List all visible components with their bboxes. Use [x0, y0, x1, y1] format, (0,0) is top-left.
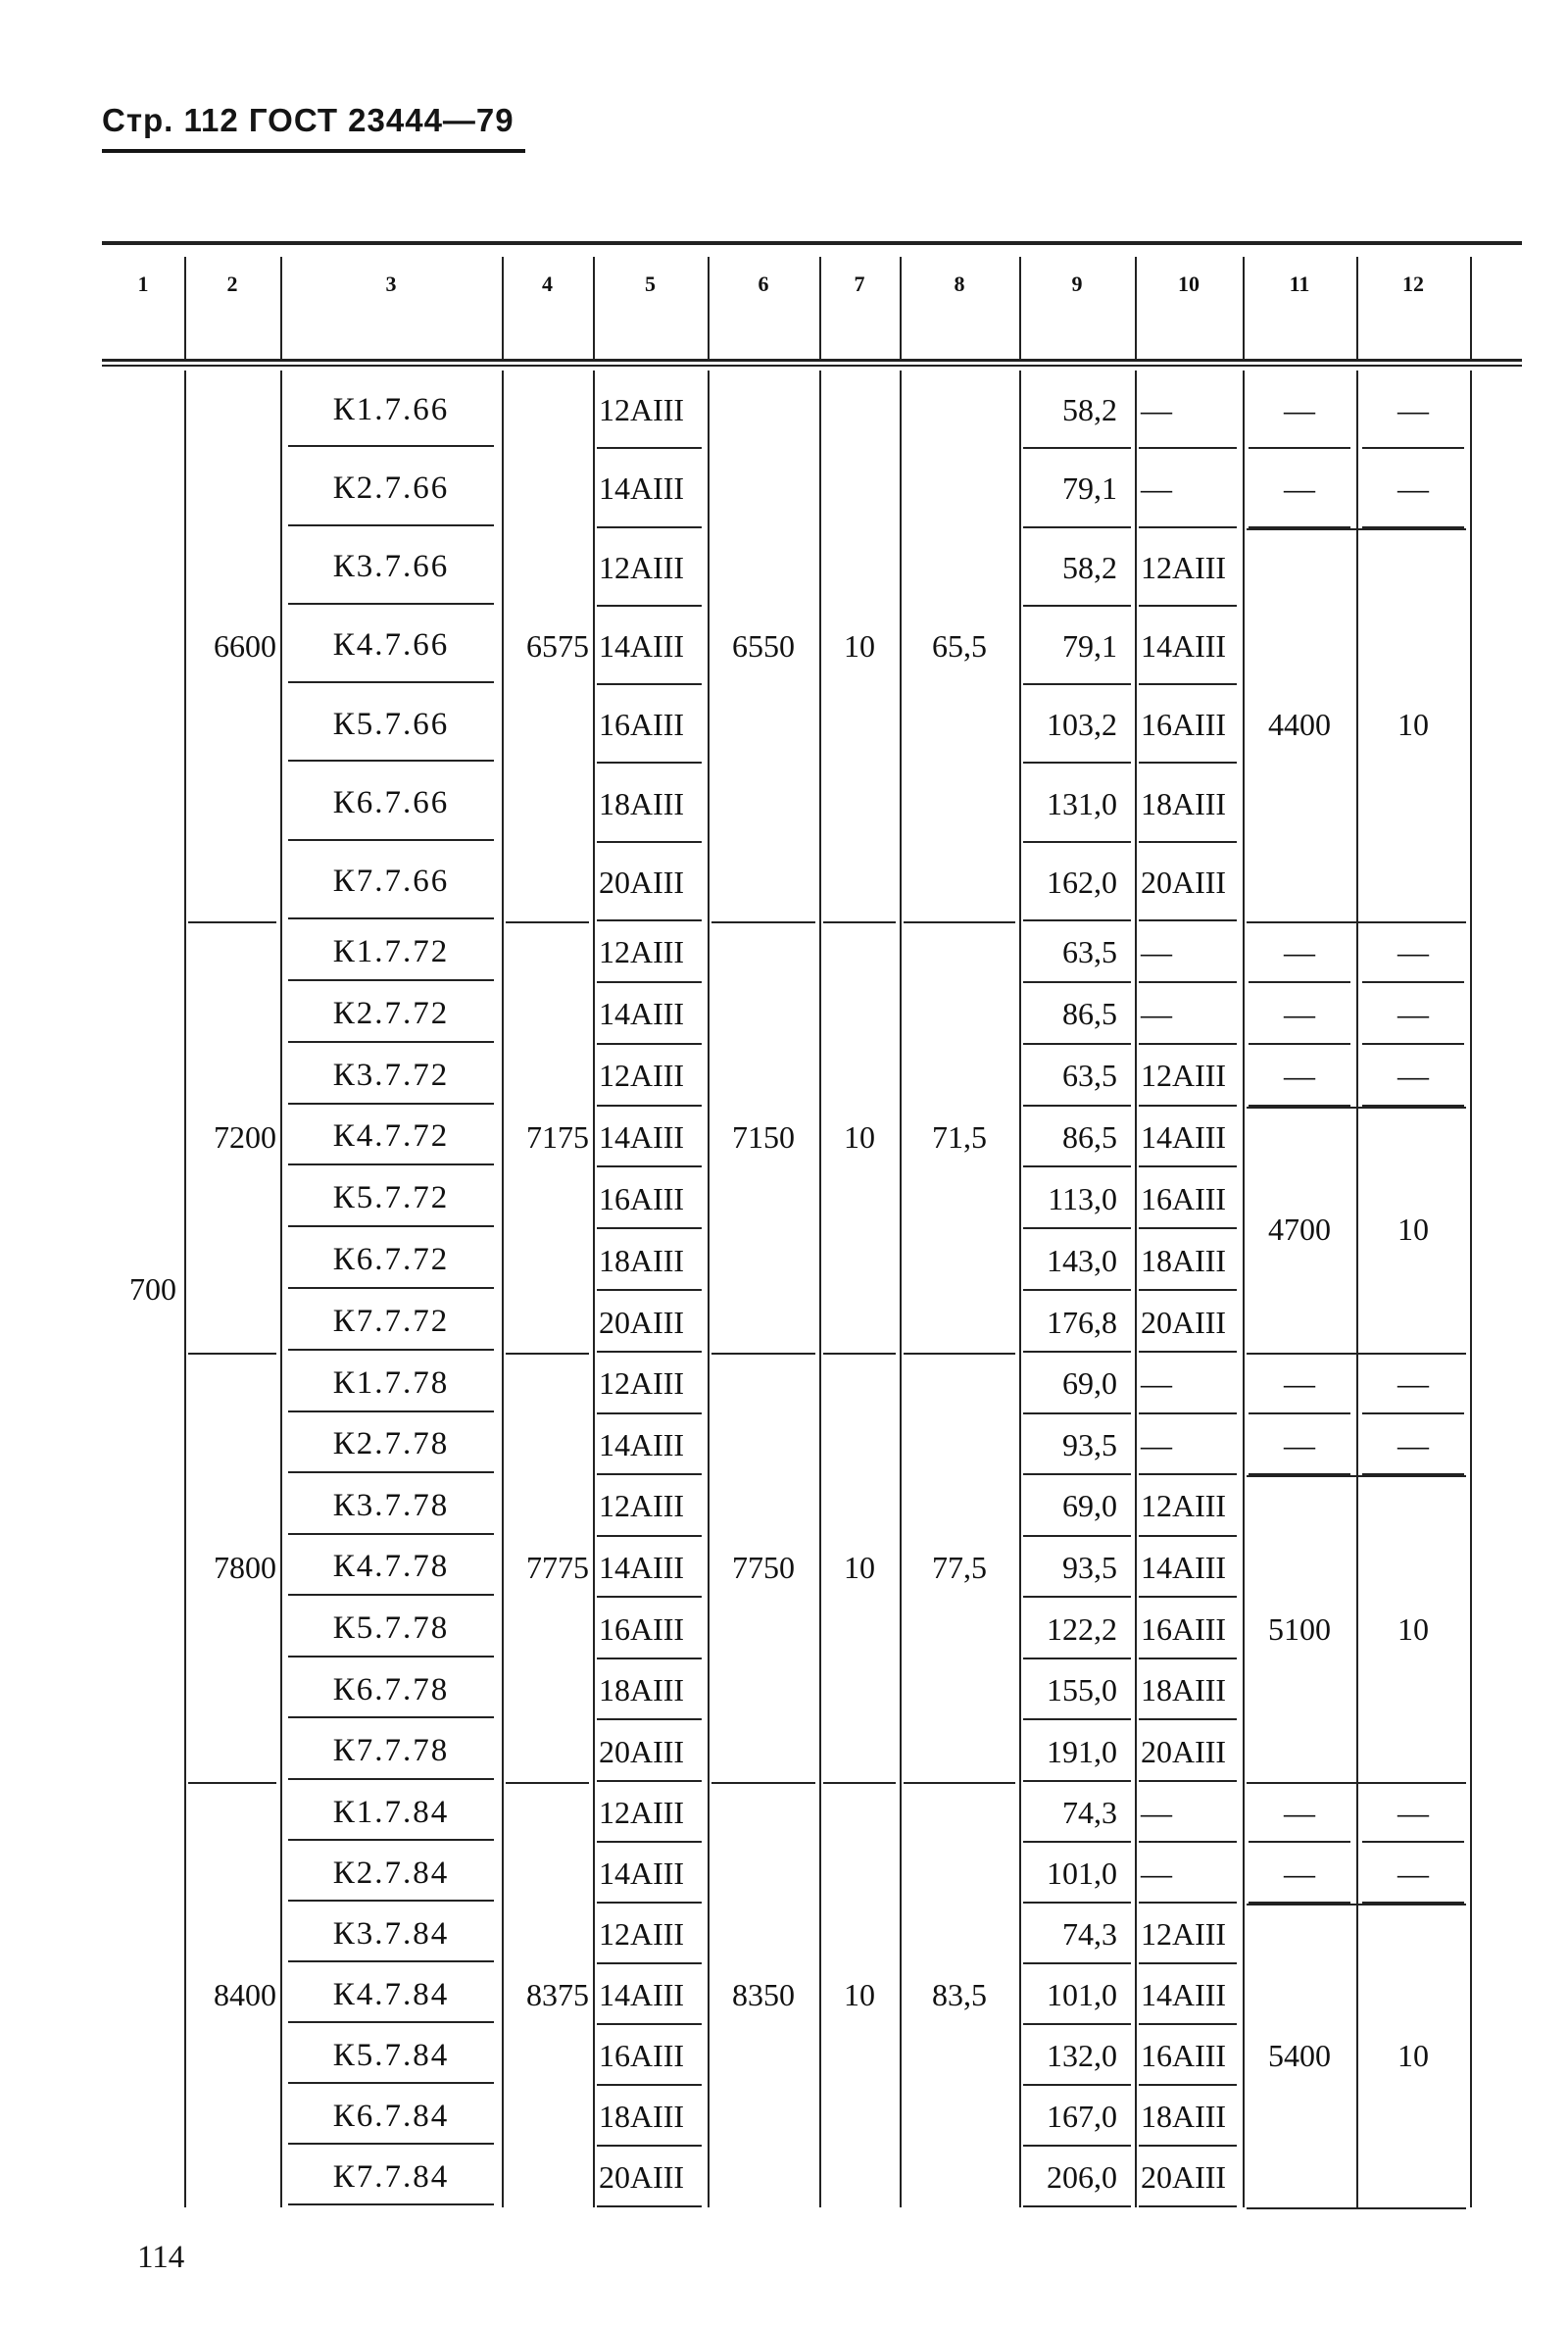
- cell-col10: 16АIII: [1141, 1610, 1227, 1647]
- row-rule: [288, 839, 494, 841]
- cell-col11: —: [1284, 1365, 1315, 1402]
- row-rule: [288, 1960, 494, 1962]
- cell-col12: 10: [1397, 1212, 1429, 1248]
- column-header-4: 4: [542, 272, 553, 296]
- cell-col10: —: [1141, 1795, 1172, 1830]
- row-rule: [1362, 1473, 1464, 1475]
- column-header-2: 2: [226, 272, 238, 296]
- cell-mark: К7.7.72: [332, 1304, 450, 1340]
- cell-col12: 10: [1397, 707, 1429, 743]
- cell-mark: К1.7.66: [332, 391, 450, 427]
- row-rule: [288, 2021, 494, 2023]
- cell-mass: 132,0: [1047, 2038, 1117, 2073]
- row-rule: [1249, 1902, 1350, 1904]
- column-rule: [593, 371, 595, 2207]
- cell-col2: 8400: [214, 1977, 276, 2012]
- cell-col11: —: [1284, 1058, 1315, 1094]
- cell-col6: 8350: [732, 1977, 795, 2012]
- merged-rule: [1247, 1904, 1466, 1905]
- row-rule: [288, 979, 494, 981]
- cell-col10: 20АIII: [1141, 864, 1227, 900]
- cell-mark: К2.7.84: [332, 1855, 450, 1891]
- row-rule: [288, 917, 494, 919]
- cell-col10: 14АIII: [1141, 627, 1227, 664]
- page-number: 114: [137, 2240, 185, 2275]
- row-rule: [288, 1716, 494, 1718]
- row-rule: [288, 760, 494, 762]
- cell-steel: 20АIII: [599, 2159, 685, 2195]
- cell-col4: 6575: [526, 628, 589, 664]
- cell-mass: 143,0: [1047, 1242, 1117, 1278]
- row-rule: [1249, 526, 1350, 528]
- row-rule: [288, 1471, 494, 1473]
- row-rule: [288, 1839, 494, 1841]
- cell-mass: 58,2: [1062, 392, 1117, 428]
- cell-col7: 10: [844, 628, 875, 664]
- row-rule: [288, 1594, 494, 1596]
- cell-col10: 18АIII: [1141, 785, 1227, 821]
- cell-mass: 191,0: [1047, 1733, 1117, 1769]
- cell-col10: 14АIII: [1141, 1118, 1227, 1155]
- merged-rule: [1247, 528, 1466, 530]
- cell-col10: —: [1141, 470, 1172, 507]
- cell-mark: К5.7.78: [332, 1610, 450, 1647]
- cell-mass: 63,5: [1062, 1058, 1117, 1094]
- cell-steel: 12АIII: [599, 934, 685, 970]
- cell-col10: —: [1141, 392, 1172, 428]
- cell-col10: 20АIII: [1141, 1304, 1227, 1340]
- cell-col10: 16АIII: [1141, 2038, 1227, 2073]
- column-header-3: 3: [385, 272, 397, 296]
- cell-col10: 12АIII: [1141, 1916, 1227, 1952]
- cell-col12: 10: [1397, 2038, 1429, 2073]
- cell-mass: 162,0: [1047, 864, 1117, 900]
- cell-mass: 79,1: [1062, 627, 1117, 664]
- cell-col7: 10: [844, 1977, 875, 2012]
- cell-col12: —: [1397, 996, 1429, 1032]
- cell-steel: 14АIII: [599, 1856, 685, 1891]
- cell-steel: 14АIII: [599, 470, 685, 507]
- cell-mark: К1.7.84: [332, 1794, 450, 1830]
- cell-col11: 4700: [1268, 1212, 1331, 1248]
- merged-rule: [1247, 2207, 1466, 2209]
- cell-mass: 69,0: [1062, 1365, 1117, 1402]
- cell-mass: 93,5: [1062, 1426, 1117, 1462]
- column-header-8: 8: [954, 272, 965, 296]
- cell-col10: —: [1141, 934, 1172, 970]
- header-bottom-rule: [102, 365, 1522, 367]
- cell-mark: К3.7.84: [332, 1915, 450, 1952]
- cell-col12: —: [1397, 1856, 1429, 1891]
- row-rule: [288, 1349, 494, 1351]
- column-header-10: 10: [1178, 272, 1200, 296]
- cell-col8: 65,5: [932, 628, 987, 664]
- row-rule: [288, 524, 494, 526]
- merged-rule: [1247, 1107, 1466, 1109]
- row-rule: [288, 1225, 494, 1227]
- row-rule: [288, 1656, 494, 1658]
- row-rule: [597, 2205, 702, 2207]
- cell-col12: —: [1397, 934, 1429, 970]
- cell-steel: 18АIII: [599, 1672, 685, 1708]
- cell-mark: К2.7.66: [332, 470, 450, 506]
- cell-col6: 7150: [732, 1119, 795, 1155]
- cell-mass: 113,0: [1048, 1180, 1117, 1216]
- cell-mass: 206,0: [1047, 2159, 1117, 2195]
- column-header-5: 5: [645, 272, 656, 296]
- cell-col7: 10: [844, 1550, 875, 1585]
- column-header-1: 1: [137, 272, 149, 296]
- cell-col12: —: [1397, 470, 1429, 507]
- cell-col12: —: [1397, 1058, 1429, 1094]
- cell-col4: 7775: [526, 1550, 589, 1585]
- column-header-9: 9: [1071, 272, 1083, 296]
- header-column-rule: [1470, 257, 1472, 361]
- cell-steel: 14АIII: [599, 1549, 685, 1585]
- cell-col11: 5100: [1268, 1610, 1331, 1647]
- cell-col2: 7200: [214, 1119, 276, 1155]
- cell-steel: 16АIII: [599, 1180, 685, 1216]
- cell-col11: —: [1284, 1856, 1315, 1891]
- row-rule: [288, 2143, 494, 2145]
- cell-steel: 20АIII: [599, 864, 685, 900]
- cell-mass: 101,0: [1047, 1977, 1117, 2012]
- column-rule: [1470, 371, 1472, 2207]
- table-top-rule: [102, 241, 1522, 245]
- cell-mark: К5.7.66: [332, 706, 450, 742]
- cell-col8: 77,5: [932, 1550, 987, 1585]
- cell-steel: 16АIII: [599, 1610, 685, 1647]
- cell-steel: 14АIII: [599, 996, 685, 1032]
- cell-mass: 155,0: [1047, 1672, 1117, 1708]
- cell-steel: 14АIII: [599, 1977, 685, 2012]
- cell-col2: 7800: [214, 1550, 276, 1585]
- cell-col10: 16АIII: [1141, 707, 1227, 743]
- cell-mass: 103,2: [1047, 707, 1117, 743]
- cell-col10: —: [1141, 1365, 1172, 1402]
- cell-mass: 131,0: [1047, 785, 1117, 821]
- column-header-11: 11: [1289, 272, 1310, 296]
- cell-col10: —: [1141, 1856, 1172, 1891]
- cell-mass: 86,5: [1062, 996, 1117, 1032]
- cell-mark: К6.7.84: [332, 2098, 450, 2134]
- cell-mass: 101,0: [1047, 1856, 1117, 1891]
- cell-mark: К2.7.72: [332, 995, 450, 1031]
- cell-mass: 74,3: [1062, 1916, 1117, 1952]
- cell-col10: 20АIII: [1141, 1733, 1227, 1769]
- row-rule: [288, 445, 494, 447]
- cell-mark: К4.7.66: [332, 627, 450, 664]
- row-rule: [1362, 526, 1464, 528]
- row-rule: [1249, 1105, 1350, 1107]
- page-header: Стр. 112 ГОСТ 23444—79: [102, 102, 514, 138]
- cell-steel: 20АIII: [599, 1733, 685, 1769]
- cell-mass: 79,1: [1062, 470, 1117, 507]
- column-header-7: 7: [854, 272, 865, 296]
- cell-mark: К3.7.72: [332, 1057, 450, 1093]
- cell-col11: —: [1284, 470, 1315, 507]
- cell-mark: К3.7.66: [332, 549, 450, 585]
- cell-col10: 12АIII: [1141, 549, 1227, 585]
- cell-mark: К2.7.78: [332, 1426, 450, 1462]
- row-rule: [1023, 2205, 1131, 2207]
- cell-steel: 12АIII: [599, 1488, 685, 1524]
- cell-col7: 10: [844, 1119, 875, 1155]
- cell-col8: 71,5: [932, 1119, 987, 1155]
- cell-steel: 16АIII: [599, 2038, 685, 2073]
- cell-mark: К6.7.66: [332, 785, 450, 821]
- row-rule: [288, 1103, 494, 1105]
- cell-steel: 12АIII: [599, 1058, 685, 1094]
- cell-col11: —: [1284, 996, 1315, 1032]
- cell-col11: 4400: [1268, 707, 1331, 743]
- cell-steel: 20АIII: [599, 1304, 685, 1340]
- column-header-12: 12: [1402, 272, 1424, 296]
- cell-steel: 18АIII: [599, 1242, 685, 1278]
- row-rule: [1249, 1473, 1350, 1475]
- cell-col10: 18АIII: [1141, 2099, 1227, 2134]
- cell-col11: —: [1284, 1426, 1315, 1462]
- cell-steel: 12АIII: [599, 1916, 685, 1952]
- cell-mass: 176,8: [1047, 1304, 1117, 1340]
- cell-col6: 7750: [732, 1550, 795, 1585]
- cell-mass: 74,3: [1062, 1795, 1117, 1830]
- cell-col10: 12АIII: [1141, 1058, 1227, 1094]
- row-rule: [1362, 1902, 1464, 1904]
- cell-mark: К6.7.72: [332, 1242, 450, 1278]
- cell-col10: 16АIII: [1141, 1180, 1227, 1216]
- cell-col10: —: [1141, 1426, 1172, 1462]
- cell-steel: 16АIII: [599, 707, 685, 743]
- cell-mass: 63,5: [1062, 934, 1117, 970]
- cell-col11: —: [1284, 1795, 1315, 1830]
- cell-col1: 700: [129, 1271, 176, 1307]
- row-rule: [288, 1900, 494, 1902]
- cell-mark: К7.7.84: [332, 2158, 450, 2195]
- cell-mark: К4.7.72: [332, 1118, 450, 1155]
- cell-mark: К5.7.84: [332, 2037, 450, 2073]
- cell-steel: 12АIII: [599, 549, 685, 585]
- cell-steel: 12АIII: [599, 1365, 685, 1402]
- cell-mark: К6.7.78: [332, 1671, 450, 1707]
- cell-col12: —: [1397, 1426, 1429, 1462]
- cell-mark: К1.7.72: [332, 933, 450, 969]
- cell-mark: К4.7.84: [332, 1976, 450, 2012]
- cell-col4: 8375: [526, 1977, 589, 2012]
- row-rule: [1139, 2205, 1237, 2207]
- cell-col10: 14АIII: [1141, 1977, 1227, 2012]
- cell-col11: —: [1284, 392, 1315, 428]
- cell-mark: К1.7.78: [332, 1364, 450, 1401]
- cell-col11: —: [1284, 934, 1315, 970]
- cell-mass: 93,5: [1062, 1549, 1117, 1585]
- column-rule: [1135, 371, 1137, 2207]
- cell-mass: 86,5: [1062, 1118, 1117, 1155]
- cell-mark: К3.7.78: [332, 1487, 450, 1523]
- cell-steel: 14АIII: [599, 1426, 685, 1462]
- cell-mark: К4.7.78: [332, 1549, 450, 1585]
- row-rule: [288, 1533, 494, 1535]
- cell-mass: 69,0: [1062, 1488, 1117, 1524]
- cell-col11: 5400: [1268, 2038, 1331, 2073]
- cell-col10: 18АIII: [1141, 1242, 1227, 1278]
- cell-col4: 7175: [526, 1119, 589, 1155]
- row-rule: [288, 681, 494, 683]
- row-rule: [288, 2203, 494, 2205]
- row-rule: [288, 1287, 494, 1289]
- cell-steel: 18АIII: [599, 2099, 685, 2134]
- cell-col10: 14АIII: [1141, 1549, 1227, 1585]
- row-rule: [288, 1163, 494, 1165]
- cell-col10: 12АIII: [1141, 1488, 1227, 1524]
- header-bottom-rule: [102, 359, 1522, 362]
- column-header-6: 6: [758, 272, 769, 296]
- cell-mass: 167,0: [1047, 2099, 1117, 2134]
- row-rule: [288, 603, 494, 605]
- cell-col12: —: [1397, 392, 1429, 428]
- cell-mark: К7.7.78: [332, 1733, 450, 1769]
- cell-col10: —: [1141, 996, 1172, 1032]
- merged-rule: [1247, 1475, 1466, 1477]
- cell-col6: 6550: [732, 628, 795, 664]
- row-rule: [288, 2082, 494, 2084]
- cell-col12: —: [1397, 1365, 1429, 1402]
- row-rule: [288, 1410, 494, 1412]
- row-rule: [288, 1778, 494, 1780]
- cell-col8: 83,5: [932, 1977, 987, 2012]
- cell-steel: 14АIII: [599, 627, 685, 664]
- cell-steel: 14АIII: [599, 1118, 685, 1155]
- cell-steel: 18АIII: [599, 785, 685, 821]
- cell-mass: 58,2: [1062, 549, 1117, 585]
- cell-col10: 18АIII: [1141, 1672, 1227, 1708]
- cell-mass: 122,2: [1047, 1610, 1117, 1647]
- cell-col12: —: [1397, 1795, 1429, 1830]
- cell-steel: 12АIII: [599, 1795, 685, 1830]
- cell-col2: 6600: [214, 628, 276, 664]
- cell-mark: К7.7.66: [332, 864, 450, 900]
- row-rule: [288, 1041, 494, 1043]
- cell-col12: 10: [1397, 1610, 1429, 1647]
- cell-steel: 12АIII: [599, 392, 685, 428]
- cell-col10: 20АIII: [1141, 2159, 1227, 2195]
- row-rule: [1362, 1105, 1464, 1107]
- cell-mark: К5.7.72: [332, 1180, 450, 1216]
